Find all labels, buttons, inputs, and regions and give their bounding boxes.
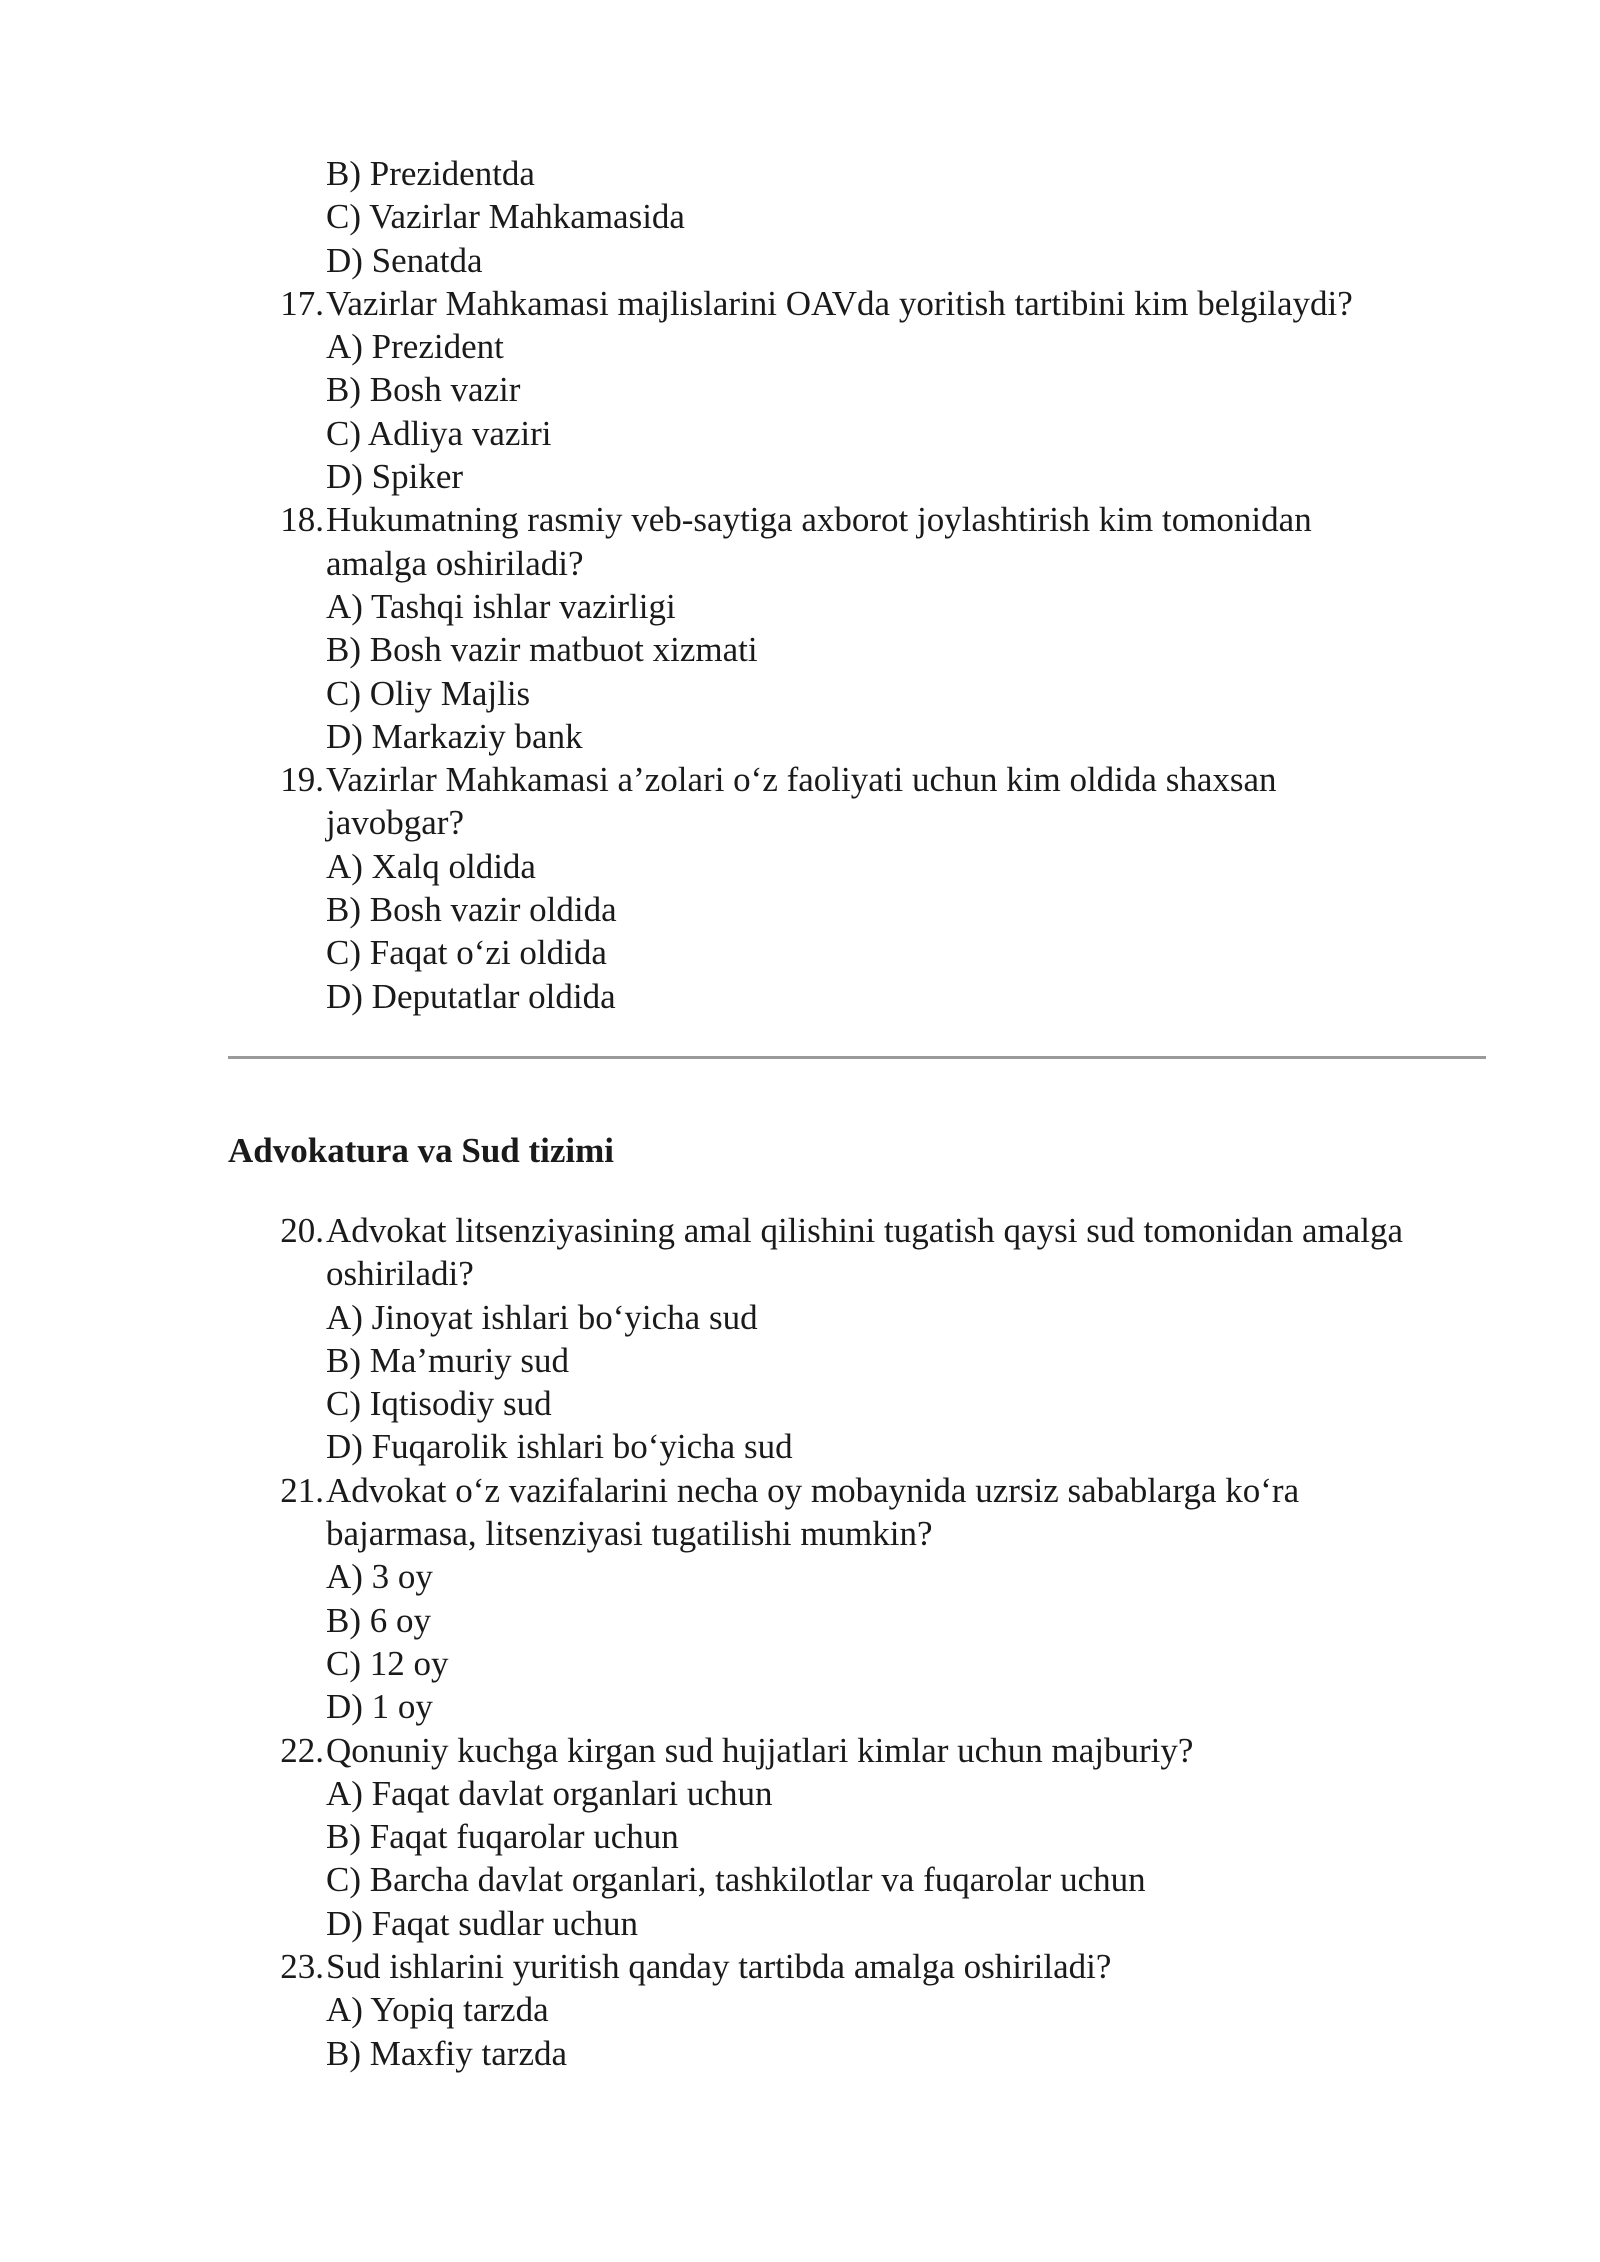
answer-text: D) Fuqarolik ishlari bo‘yicha sud: [326, 1427, 793, 1467]
answer-line: [0, 801, 1600, 844]
answer-text: C) Faqat o‘zi oldida: [326, 933, 607, 973]
question-number: 20.: [280, 1211, 324, 1250]
question-text: Hukumatning rasmiy veb-saytiga axborot joylashtirish kim tomonidan: [326, 500, 1312, 540]
answer-text: C) Oliy Majlis: [326, 673, 531, 713]
answer-line: [0, 325, 1600, 368]
answer-line: [0, 1425, 1600, 1468]
answer-text: B) 6 oy: [326, 1600, 431, 1640]
answer-line: [0, 1685, 1600, 1728]
answer-line: [0, 1858, 1600, 1901]
question-text: Qonuniy kuchga kirgan sud hujjatlari kimlar uchun majburiy?: [326, 1730, 1194, 1770]
question-line: [0, 1209, 1600, 1252]
answer-line: [0, 715, 1600, 758]
answer-line: [0, 1555, 1600, 1598]
answer-text: A) Faqat davlat organlari uchun: [326, 1773, 773, 1813]
answer-line: [0, 1599, 1600, 1642]
question-line: [0, 282, 1600, 325]
answer-text: C) Iqtisodiy sud: [326, 1384, 552, 1424]
answer-text: B) Maxfiy tarzda: [326, 2033, 568, 2073]
answer-line: [0, 542, 1600, 585]
question-text: Vazirlar Mahkamasi majlislarini OAVda yoritish tartibini kim belgilaydi?: [326, 283, 1353, 323]
answer-line: [0, 672, 1600, 715]
answer-text: A) Jinoyat ishlari bo‘yicha sud: [326, 1297, 758, 1337]
answer-line: [0, 1988, 1600, 2031]
question-line: [0, 1729, 1600, 1772]
answer-line: [0, 845, 1600, 888]
answer-line: [0, 1642, 1600, 1685]
question-number: 23.: [280, 1947, 324, 1987]
answer-line: [0, 368, 1600, 411]
question-list-1: [0, 152, 1600, 1018]
question-number: 21.: [280, 1470, 324, 1510]
answer-text: B) Faqat fuqarolar uchun: [326, 1817, 679, 1857]
answer-line: [0, 1382, 1600, 1425]
answer-line: [0, 152, 1600, 195]
answer-text: B) Bosh vazir oldida: [326, 890, 617, 930]
answer-text: A) Tashqi ishlar vazirligi: [326, 586, 676, 626]
question-line: [0, 1945, 1600, 1988]
question-text: Sud ishlarini yuritish qanday tartibda amalga oshiriladi?: [326, 1947, 1112, 1987]
answer-text: B) Prezidentda: [326, 154, 535, 193]
question-text: Advokat litsenziyasining amal qilishini tugatish qaysi sud tomonidan amalga: [326, 1211, 1404, 1250]
answer-line: [0, 585, 1600, 628]
question-text: Advokat o‘z vazifalarini necha oy mobaynida uzrsiz sabablarga ko‘ra: [326, 1470, 1300, 1510]
question-line: [0, 1469, 1600, 1512]
answer-text: B) Bosh vazir matbuot xizmati: [326, 630, 758, 670]
answer-text: C) 12 oy: [326, 1643, 449, 1683]
answer-text: A) Xalq oldida: [326, 846, 536, 886]
answer-text: D) Faqat sudlar uchun: [326, 1903, 639, 1943]
section-heading: Advokatura va Sud tizimi: [228, 1131, 615, 1170]
answer-line: [0, 1252, 1600, 1295]
answer-text: javobgar?: [326, 803, 464, 843]
answer-line: [0, 1512, 1600, 1555]
answer-text: C) Adliya vaziri: [326, 413, 552, 453]
answer-text: bajarmasa, litsenziyasi tugatilishi mumkin?: [326, 1514, 933, 1554]
answer-line: [0, 1815, 1600, 1858]
answer-line: [0, 2032, 1600, 2075]
question-number: 22.: [280, 1730, 324, 1770]
question-line: [0, 758, 1600, 801]
answer-line: [0, 1296, 1600, 1339]
answer-line: [0, 628, 1600, 671]
answer-line: [0, 195, 1600, 238]
answer-line: [0, 239, 1600, 282]
answer-text: A) Prezident: [326, 327, 504, 367]
question-list-2: [0, 1209, 1600, 2075]
section-divider: [228, 1056, 1486, 1059]
answer-text: D) Senatda: [326, 240, 483, 280]
answer-line: [0, 931, 1600, 974]
answer-text: B) Ma’muriy sud: [326, 1340, 570, 1380]
answer-line: [0, 888, 1600, 931]
question-text: Vazirlar Mahkamasi a’zolari o‘z faoliyati uchun kim oldida shaxsan: [326, 760, 1277, 800]
answer-text: C) Vazirlar Mahkamasida: [326, 197, 685, 237]
answer-text: A) 3 oy: [326, 1557, 433, 1597]
answer-line: [0, 975, 1600, 1018]
answer-text: amalga oshiriladi?: [326, 543, 584, 583]
answer-line: [0, 1902, 1600, 1945]
answer-line: [0, 1339, 1600, 1382]
question-number: 19.: [280, 760, 324, 800]
question-line: [0, 498, 1600, 541]
question-number: 17.: [280, 283, 324, 323]
answer-text: D) Markaziy bank: [326, 716, 583, 756]
answer-text: D) 1 oy: [326, 1687, 433, 1727]
answer-text: C) Barcha davlat organlari, tashkilotlar va fuqarolar uchun: [326, 1860, 1146, 1900]
question-number: 18.: [280, 500, 324, 540]
answer-text: A) Yopiq tarzda: [326, 1990, 549, 2030]
answer-text: oshiriladi?: [326, 1254, 474, 1294]
answer-line: [0, 455, 1600, 498]
answer-line: [0, 1772, 1600, 1815]
answer-line: [0, 412, 1600, 455]
answer-text: D) Deputatlar oldida: [326, 976, 616, 1016]
answer-text: D) Spiker: [326, 457, 464, 497]
answer-text: B) Bosh vazir: [326, 370, 521, 410]
